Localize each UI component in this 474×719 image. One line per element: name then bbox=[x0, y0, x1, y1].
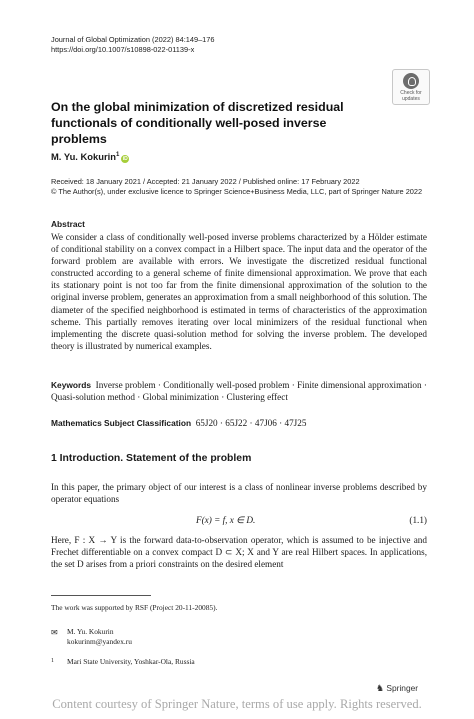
author-name[interactable]: M. Yu. Kokurin bbox=[51, 151, 116, 163]
updates-badge-line1: Check for bbox=[400, 90, 422, 96]
publication-dates: Received: 18 January 2021 / Accepted: 21 January 2022 / Published online: 17 February 2022 bbox=[51, 177, 360, 186]
check-for-updates-icon bbox=[403, 73, 419, 89]
corresponding-author-name: M. Yu. Kokurin bbox=[67, 627, 114, 636]
msc-classification bbox=[51, 417, 427, 429]
intro-paragraph-1: In this paper, the primary object of our interest is a class of nonlinear inverse problems described by operator equations bbox=[51, 482, 427, 505]
corresponding-author-email[interactable]: kokurinm@yandex.ru bbox=[67, 637, 132, 646]
funding-footnote: The work was supported by RSF (Project 20-11-20085). bbox=[51, 603, 218, 612]
article-title: On the global minimization of discretized residual functionals of conditionally well-posed inverse problems bbox=[51, 100, 344, 146]
springer-logo bbox=[376, 683, 418, 694]
journal-reference: Journal of Global Optimization (2022) 84:149–176 bbox=[51, 35, 215, 44]
doi-link[interactable]: https://doi.org/10.1007/s10898-022-01139-x bbox=[51, 45, 195, 54]
affiliation-number: 1 bbox=[51, 658, 54, 664]
keywords bbox=[51, 379, 427, 403]
check-for-updates-badge[interactable] bbox=[392, 69, 430, 105]
author-line bbox=[51, 149, 129, 163]
author-affiliation-marker: 1 bbox=[115, 152, 120, 158]
msc-label: Mathematics Subject Classification bbox=[51, 418, 192, 428]
springer-name: Springer bbox=[386, 683, 419, 693]
msc-codes: 65J20 · 65J22 · 47J06 · 47J25 bbox=[195, 418, 307, 428]
abstract-heading: Abstract bbox=[51, 219, 85, 229]
springer-horse-icon: ♞ bbox=[376, 683, 385, 693]
updates-badge-line2: updates bbox=[402, 95, 420, 102]
equation-number: (1.1) bbox=[409, 515, 427, 525]
orcid-icon[interactable]: iD bbox=[122, 156, 128, 163]
keywords-label: Keywords bbox=[51, 380, 92, 390]
footnote-divider bbox=[51, 595, 151, 596]
equation-expression: F(x) = f, x ∈ D. bbox=[196, 515, 256, 525]
copyright-notice: © The Author(s), under exclusive licence to Springer Science+Business Media, LLC, part of Springer Nature 2022 bbox=[51, 187, 423, 196]
affiliation-text: Mari State University, Yoshkar-Ola, Russia bbox=[67, 657, 195, 666]
intro-paragraph-2: Here, F : X → Y is the forward data-to-observation operator, which is assumed to be injective and Frechet differentiable on a convex compact D ⊂ X; X and Y are real Hilbert spaces. In applications, the set D arises from a priori constraints on the desired element bbox=[51, 535, 427, 570]
section-heading: 1 Introduction. Statement of the problem bbox=[51, 453, 252, 464]
envelope-icon: ✉ bbox=[51, 628, 58, 637]
abstract-text: We consider a class of conditionally well-posed inverse problems characterized by a Hölder estimate of conditional stability on a convex compact in a Hilbert space. The input data and the operator of the forward problem are available with errors. We investigate the discretized residual functional constructed according to a general scheme of finite dimensional approximation. We prove that each its stationary point is not too far from the finite dimensional approximation of the solution to the original inverse problem, generates an approximation from a small neighborhood of this solution. The diameter of the specified neighborhood is estimated in terms of characteristics of the approximation scheme. This partially removes iterating over local minimizers of the residual functional when implementing the discrete quasi-solution method for solving the inverse problem. The developed theory is illustrated by numerical examples. bbox=[51, 232, 427, 351]
courtesy-notice: Content courtesy of Springer Nature, terms of use apply. Rights reserved. bbox=[52, 697, 422, 711]
keywords-text: Inverse problem · Conditionally well-posed problem · Finite dimensional approximation · Quasi-solution method · Global minimization · Clustering effect bbox=[51, 380, 427, 403]
